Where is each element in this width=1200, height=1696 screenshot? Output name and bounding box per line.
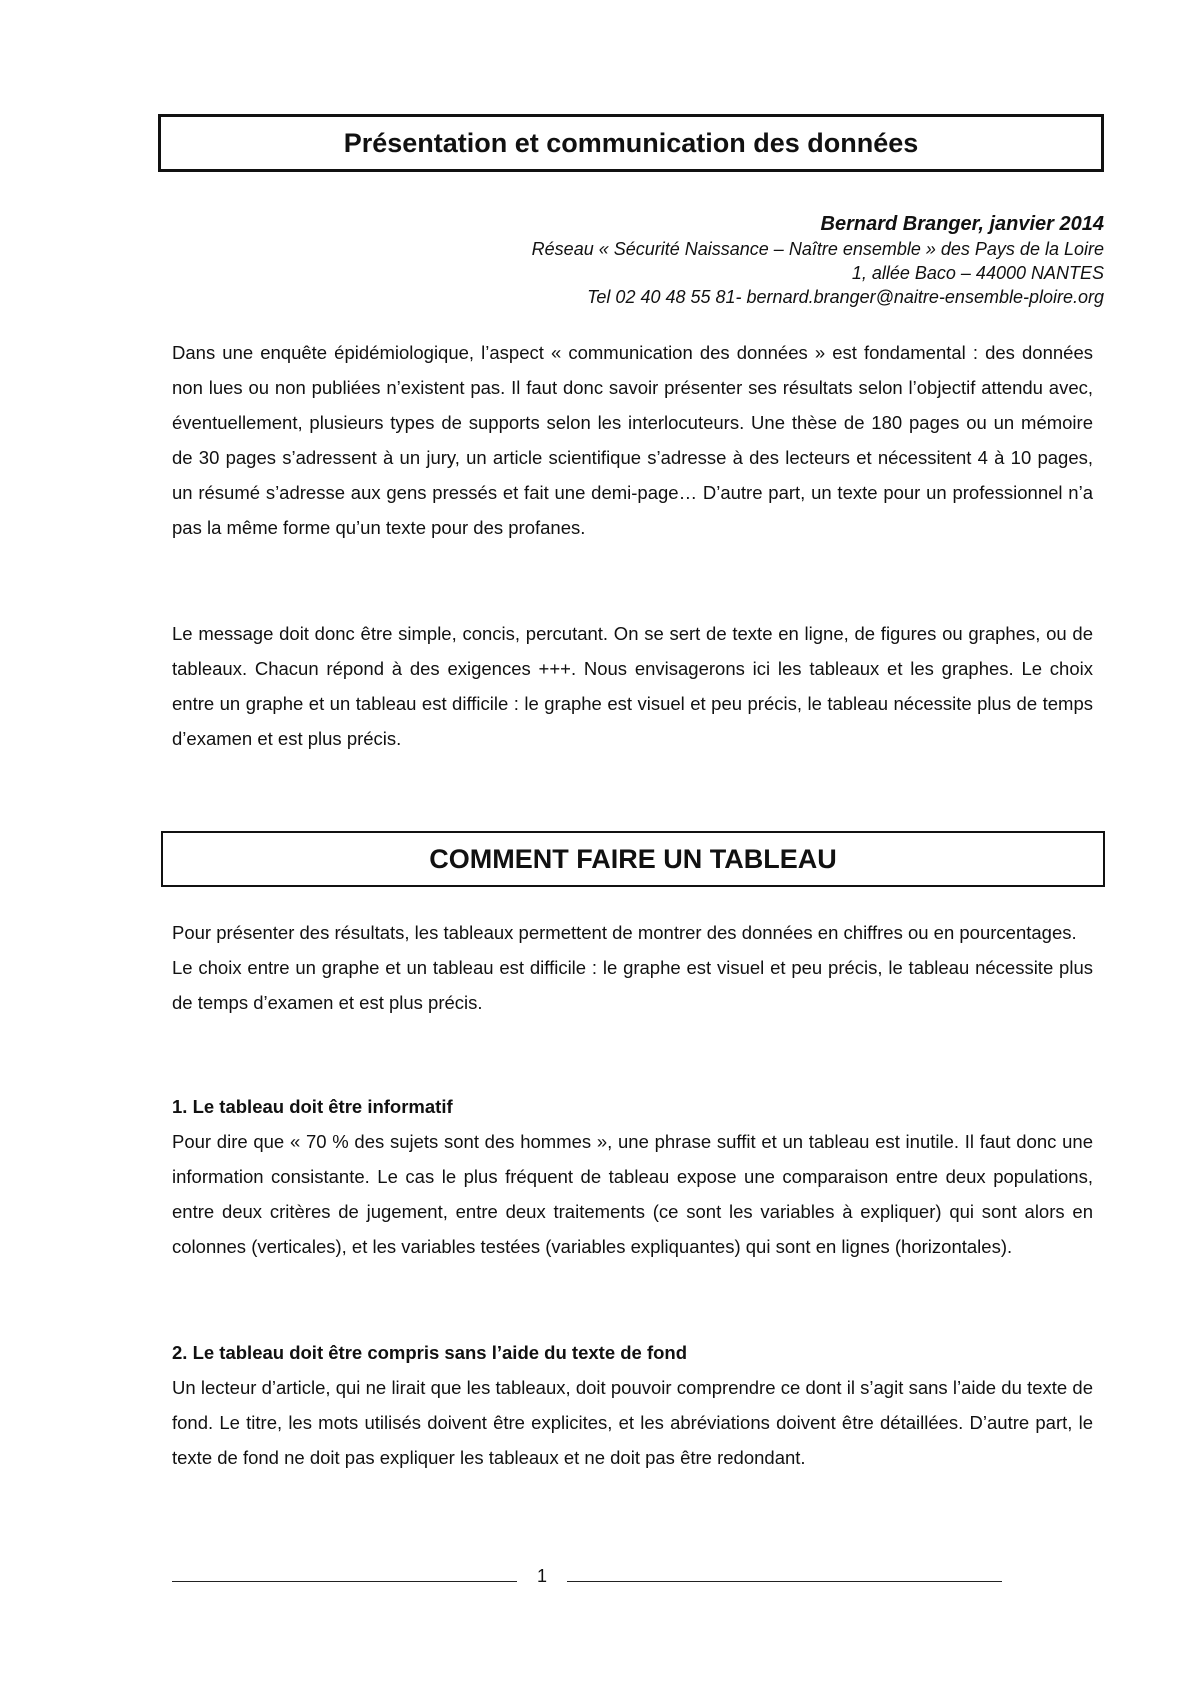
author-address: 1, allée Baco – 44000 NANTES xyxy=(851,263,1104,283)
author-block xyxy=(532,211,1104,309)
page-number: 1 xyxy=(536,1566,547,1586)
point-heading: 2. Le tableau doit être compris sans l’aide du texte de fond xyxy=(172,1342,688,1363)
intro-paragraph: Le message doit donc être simple, concis, percutant. On se sert de texte en ligne, de figures ou graphes, ou de tableaux. Chacun répond à des exigences +++. Nous envisagerons ici les tableaux et les graphes. Le choix entre un graphe et un tableau est difficile : le graphe est visuel et peu précis, le tableau nécessite plus de temps d’examen et est plus précis. xyxy=(172,623,1093,749)
author-contact: Tel 02 40 48 55 81- bernard.branger@naitre-ensemble-ploire.org xyxy=(587,287,1104,307)
point-body: Un lecteur d’article, qui ne lirait que les tableaux, doit pouvoir comprendre ce dont il s’agit sans l’aide du texte de fond. Le titre, les mots utilisés doivent être explicites, et les abréviations doivent être détaillées. D’autre part, le texte de fond ne doit pas expliquer les tableaux et ne doit pas être redondant. xyxy=(172,1377,1093,1468)
section-intro-line: Pour présenter des résultats, les tableaux permettent de montrer des données en chiffres ou en pourcentages. xyxy=(172,922,1077,943)
document-title: Présentation et communication des données xyxy=(158,114,1104,172)
section-intro xyxy=(172,915,1093,1020)
footer-rule-left xyxy=(172,1581,517,1582)
point-body: Pour dire que « 70 % des sujets sont des hommes », une phrase suffit et un tableau est inutile. Il faut donc une information consistante. Le cas le plus fréquent de tableau expose une comparaison entre deux populations, entre deux critères de jugement, entre deux traitements (ce sont les variables à expliquer) qui sont alors en colonnes (verticales), et les variables testées (variables expliquantes) qui sont en lignes (horizontales). xyxy=(172,1131,1093,1257)
section-title: COMMENT FAIRE UN TABLEAU xyxy=(161,831,1105,887)
footer-rule-right xyxy=(567,1581,1002,1582)
intro-paragraph: Dans une enquête épidémiologique, l’aspect « communication des données » est fondamental : des données non lues ou non publiées n’existent pas. Il faut donc savoir présenter ses résultats selon l’objectif attendu avec, éventuellement, plusieurs types de supports selon les interlocuteurs. Une thèse de 180 pages ou un mémoire de 30 pages s’adressent à un jury, un article scientifique s’adresse à des lecteurs et nécessitent 4 à 10 pages, un résumé s’adresse aux gens pressés et fait une demi-page… D’autre part, un texte pour un professionnel n’a pas la même forme qu’un texte pour des profanes. xyxy=(172,342,1093,538)
author-name: Bernard Branger, janvier 2014 xyxy=(820,213,1104,235)
page-footer xyxy=(172,1565,1002,1585)
point-block xyxy=(172,1089,1093,1264)
point-heading: 1. Le tableau doit être informatif xyxy=(172,1096,453,1117)
section-intro-line: Le choix entre un graphe et un tableau est difficile : le graphe est visuel et peu précis, le tableau nécessite plus de temps d’examen et est plus précis. xyxy=(172,957,1093,1013)
point-block xyxy=(172,1335,1093,1475)
author-organization: Réseau « Sécurité Naissance – Naître ensemble » des Pays de la Loire xyxy=(531,239,1104,259)
